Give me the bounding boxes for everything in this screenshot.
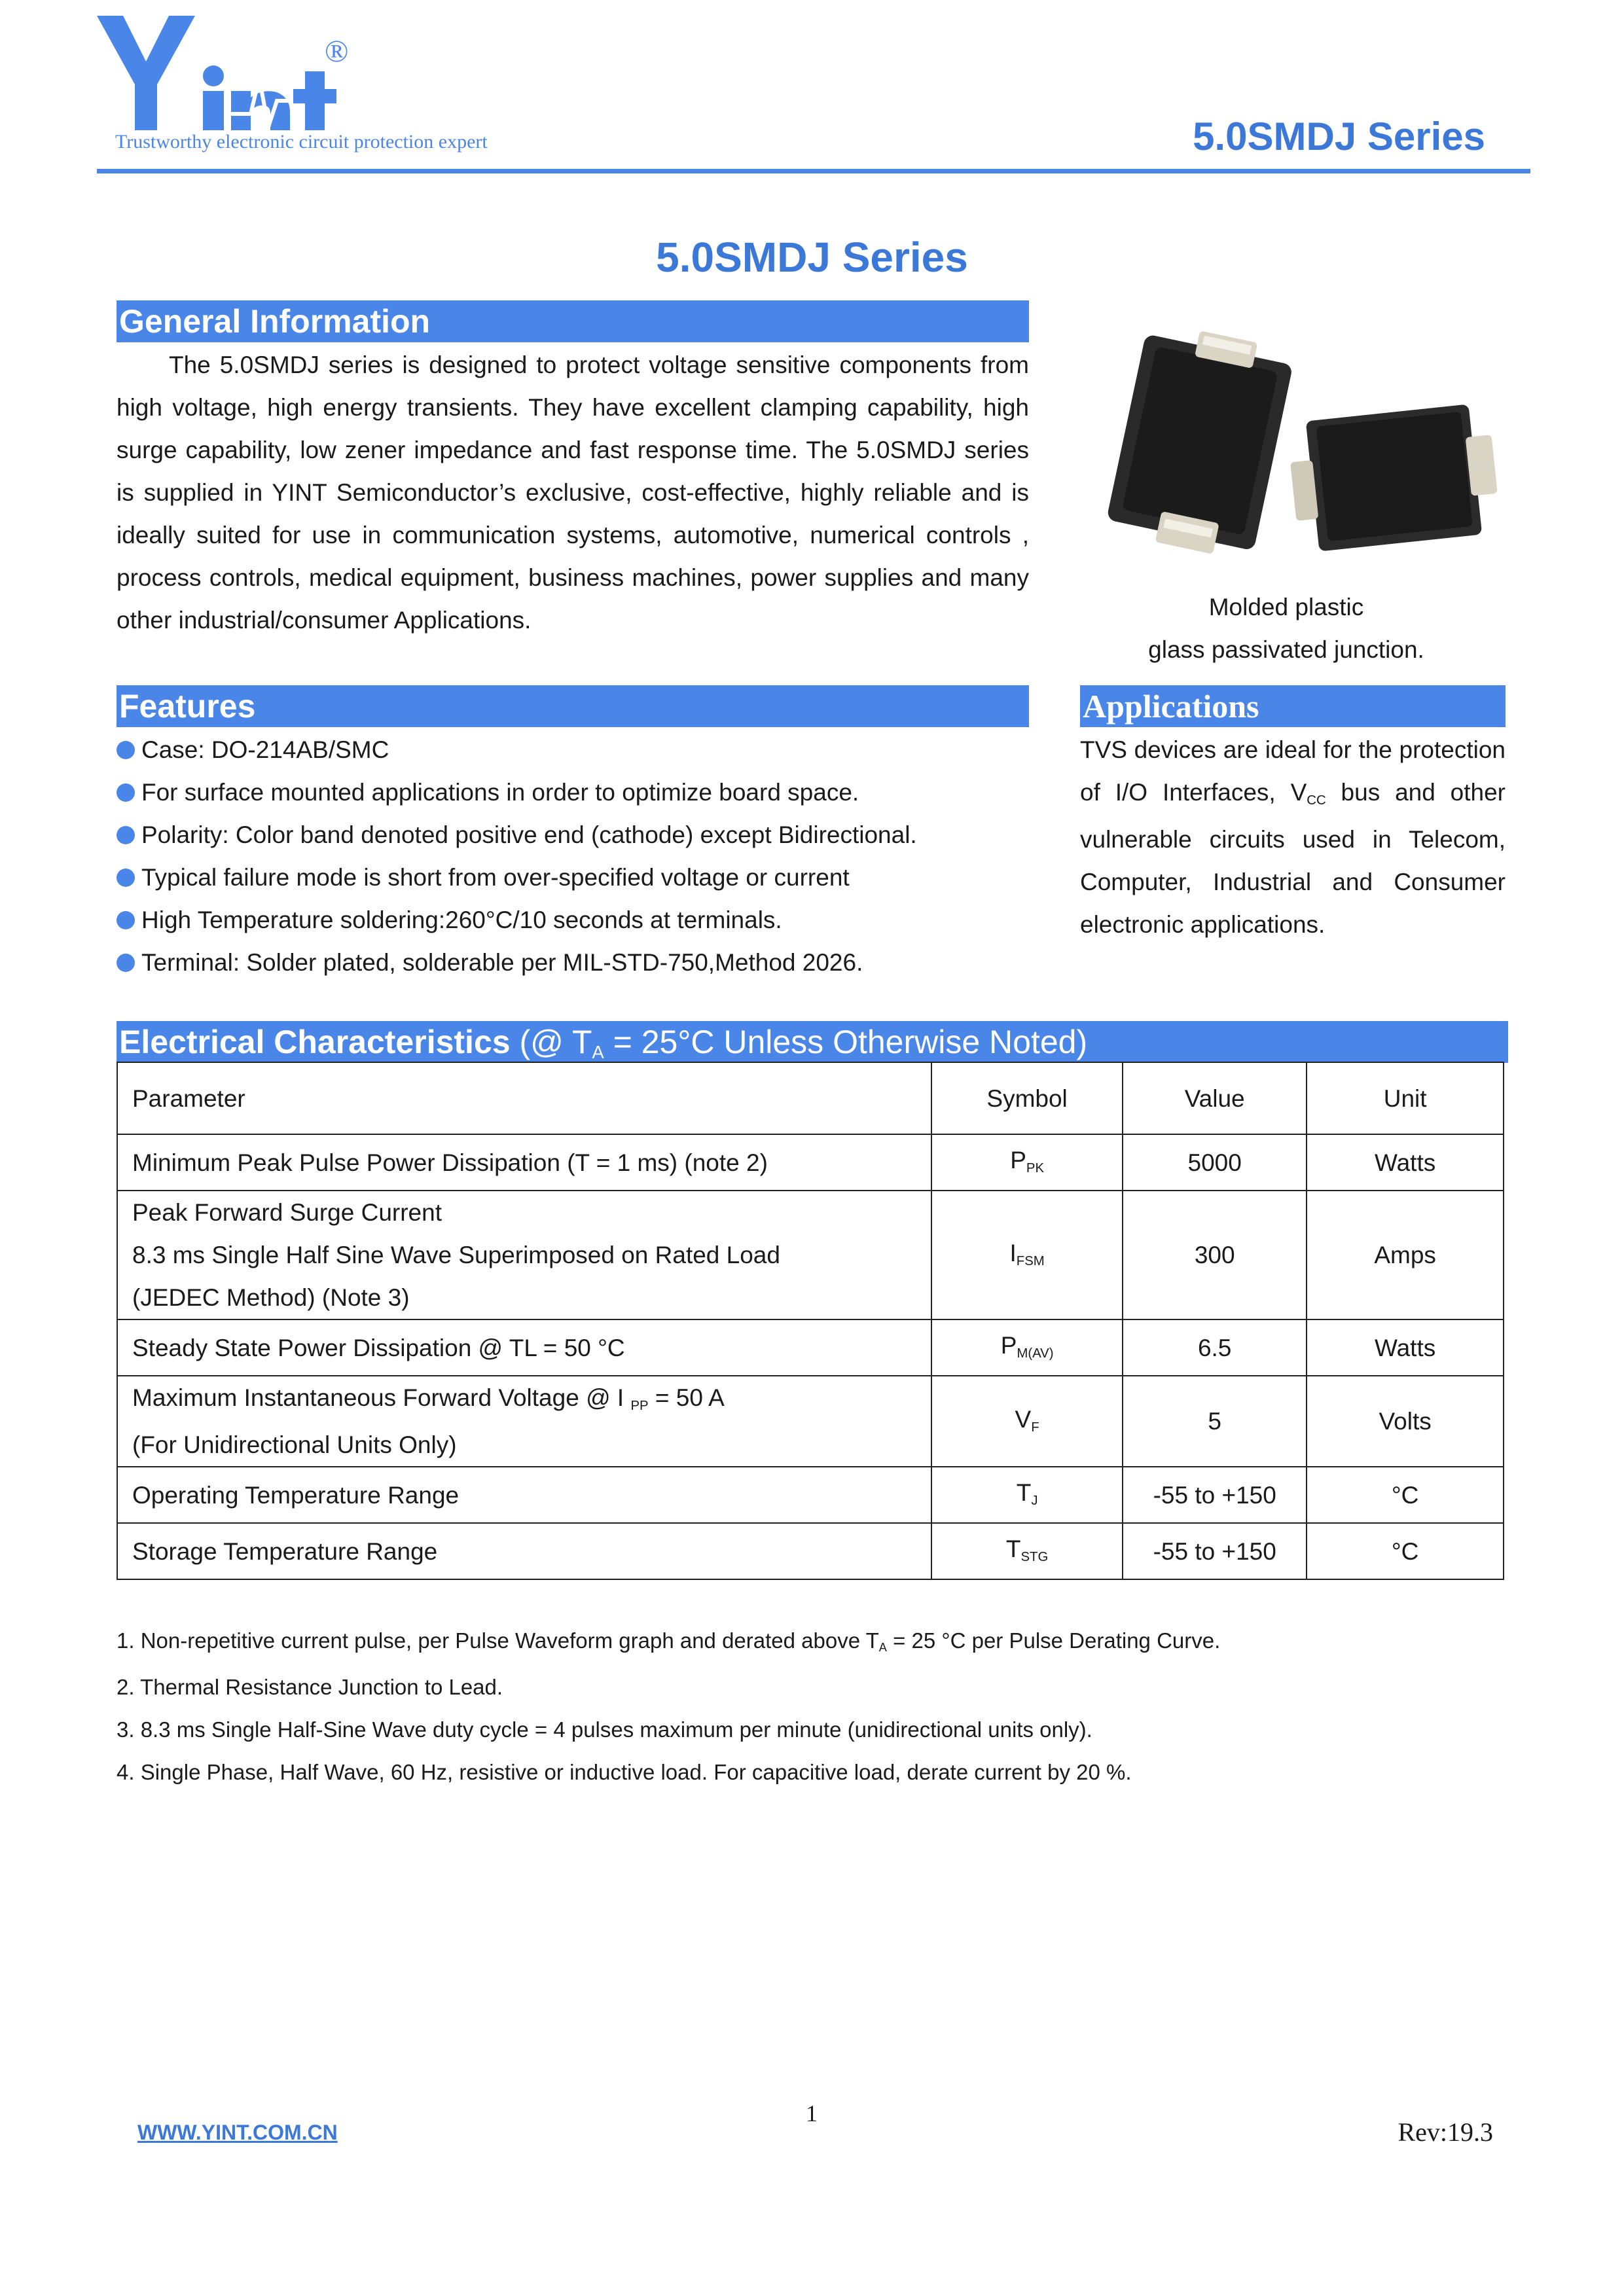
table-row [117,1191,1504,1319]
electrical-heading-bold: Electrical Characteristics [119,1024,511,1060]
feature-text: Typical failure mode is short from over-specified voltage or current [141,864,850,891]
caption-line-1: Molded plastic [1208,594,1364,620]
bullet-dot-icon [117,911,135,929]
table-row [117,1376,1504,1467]
symbol-cell: $T_J$ [931,1467,1123,1523]
electrical-heading: Electrical Characteristics (@ $T_A = 25^\circ C$ Unless Otherwise Noted) [117,1021,1508,1063]
feature-text: High Temperature soldering:260°C/10 seconds at terminals. [141,906,782,933]
note-2: 2. Thermal Resistance Junction to Lead. [117,1675,503,1699]
value-cell: -55 to +150 [1123,1467,1307,1523]
general-info-heading: General Information [117,300,1029,342]
unit-cell: Watts [1307,1134,1504,1191]
feature-text: Polarity: Color band denoted positive end (cathode) except Bidirectional. [141,821,917,848]
logo-tagline: Trustworthy electronic circuit protection expert [115,131,488,152]
unit-cell: Watts [1307,1319,1504,1376]
table-row [117,1467,1504,1523]
column-header-unit: Unit [1307,1062,1504,1134]
feature-text: Case: DO-214AB/SMC [141,736,389,763]
column-header-parameter: Parameter [117,1062,931,1134]
unit-cell: Volts [1307,1376,1504,1467]
table-header-row [117,1062,1504,1134]
applications-text: TVS devices are ideal for the protection of I/O Interfaces, $V_{CC}$ bus and other vulnerable circuits used in Telecom, Computer, Industrial and Consumer electronic applications. [1080,736,1506,938]
column-header-symbol: Symbol [931,1062,1123,1134]
symbol-cell: $V_F$ [931,1376,1123,1467]
table-row [117,1523,1504,1579]
electrical-characteristics-table [117,1062,1504,1580]
general-info-text: The 5.0SMDJ series is designed to protect voltage sensitive components from high voltage, high energy transients. They have excellent clamping capability, high surge capability, low zener impedance and fast response time. The 5.0SMDJ series is supplied in YINT Semiconductor’s exclusive, cost-effective, highly reliable and is ideally suited for use in communication systems, automotive, numerical controls , process controls, medical equipment, business machines, power supplies and many other industrial/consumer Applications. [117,351,1029,634]
revision-label: Rev:19.3 [1398,2117,1493,2147]
symbol-cell: $P_{PK}$ [931,1134,1123,1191]
feature-item [117,728,1033,771]
footer-website-link[interactable]: WWW.YINT.COM.CN [137,2121,338,2144]
value-cell: 5000 [1123,1134,1307,1191]
symbol-cell: $T_{STG}$ [931,1523,1123,1579]
note-4: 4. Single Phase, Half Wave, 60 Hz, resistive or inductive load. For capacitive load, derate current by 20 %. [117,1760,1132,1784]
param-cell: Steady State Power Dissipation @ TL = 50 °C [117,1319,931,1376]
registered-mark: ® [325,34,349,69]
value-cell: -55 to +150 [1123,1523,1307,1579]
bullet-dot-icon [117,954,135,972]
param-cell: Minimum Peak Pulse Power Dissipation (T = 1 ms) (note 2) [117,1134,931,1191]
feature-text: For surface mounted applications in order to optimize board space. [141,779,859,806]
unit-cell: Amps [1307,1191,1504,1319]
value-cell: 5 [1123,1376,1307,1467]
table-row [117,1134,1504,1191]
header-series-title: 5.0SMDJ Series [1193,115,1485,158]
unit-cell: °C [1307,1523,1504,1579]
product-photo-smc-package [1080,321,1506,576]
table-row [117,1319,1504,1376]
value-cell: 300 [1123,1191,1307,1319]
unit-cell: °C [1307,1467,1504,1523]
yint-logo [97,16,352,134]
feature-text: Terminal: Solder plated, solderable per MIL-STD-750,Method 2026. [141,949,863,976]
feature-item [117,856,1033,899]
feature-item [117,899,1033,941]
param-cell: Operating Temperature Range [117,1467,931,1523]
feature-item [117,814,1033,856]
param-cell: Peak Forward Surge Current 8.3 ms Single Half Sine Wave Superimposed on Rated Load (JEDEC Method) (Note 3) [117,1191,931,1319]
note-3: 3. 8.3 ms Single Half-Sine Wave duty cycle = 4 pulses maximum per minute (unidirectional units only). [117,1717,1092,1742]
param-cell: Maximum Instantaneous Forward Voltage @ I $_{PP}$ = 50 A (For Unidirectional Units Only) [117,1376,931,1467]
note-1: 1. Non-repetitive current pulse, per Pulse Waveform graph and derated above $T_A = 25$ °C per Pulse Derating Curve. [117,1628,1221,1655]
caption-line-2: glass passivated junction. [1148,636,1424,663]
product-photo-caption [1060,586,1512,671]
bullet-dot-icon [117,741,135,759]
value-cell: 6.5 [1123,1319,1307,1376]
bullet-dot-icon [117,783,135,802]
feature-item [117,941,1033,984]
column-header-value: Value [1123,1062,1307,1134]
feature-item [117,771,1033,814]
page-title: 5.0SMDJ Series [656,234,968,281]
bullet-dot-icon [117,826,135,844]
symbol-cell: $I_{FSM}$ [931,1191,1123,1319]
param-cell: Storage Temperature Range [117,1523,931,1579]
applications-heading: Applications [1080,685,1506,727]
bullet-dot-icon [117,869,135,887]
features-heading: Features [117,685,1029,727]
page-number: 1 [806,2100,818,2126]
features-list [117,728,1033,984]
header-divider [97,169,1530,173]
symbol-cell: $P_{M(AV)}$ [931,1319,1123,1376]
notes-section [117,1619,1504,1793]
